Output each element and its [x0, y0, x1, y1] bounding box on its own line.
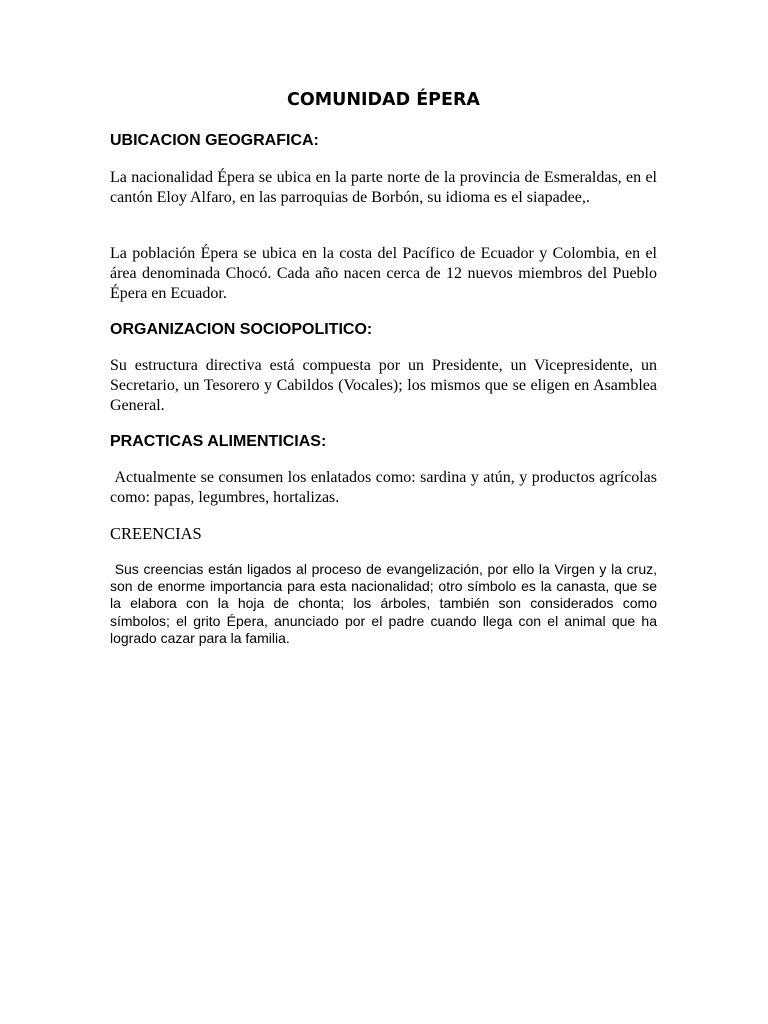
heading-organizacion-sociopolitico: ORGANIZACION SOCIOPOLITICO: [110, 321, 373, 338]
paragraph-ubicacion-2: La población Épera se ubica en la costa del Pacífico de Ecuador y Colombia, en el área denominada Chocó. Cada año nacen cerca de 12 nuevos miembros del Pueblo Épera en Ecuador. [110, 245, 657, 302]
heading-practicas-alimenticias: PRACTICAS ALIMENTICIAS: [110, 433, 327, 450]
paragraph-organizacion: Su estructura directiva está compuesta por un Presidente, un Vicepresidente, un Secretario, un Tesorero y Cabildos (Vocales); los mismos que se eligen en Asamblea General. [110, 357, 657, 414]
document-title: COMUNIDAD ÉPERA [287, 90, 480, 110]
heading-ubicacion-geografica: UBICACION GEOGRAFICA: [110, 132, 319, 149]
paragraph-practicas: Actualmente se consumen los enlatados como: sardina y atún, y productos agrícolas como: papas, legumbres, hortalizas. [110, 469, 661, 506]
paragraph-creencias: Sus creencias están ligados al proceso de evangelización, por ello la Virgen y la cruz, son de enorme importancia para esta nacionalidad; otro símbolo es la canasta, que se la elabora con la hoja de chonta; los árboles, también son considerados como símbolos; el grito Épera, anunciado por el padre cuando llega con el animal que ha logrado cazar para la familia. [110, 561, 661, 646]
heading-creencias: CREENCIAS [110, 524, 202, 543]
paragraph-ubicacion-1: La nacionalidad Épera se ubica en la parte norte de la provincia de Esmeraldas, en el cantón Eloy Alfaro, en las parroquias de Borbón, su idioma es el siapadee,. [110, 169, 657, 206]
